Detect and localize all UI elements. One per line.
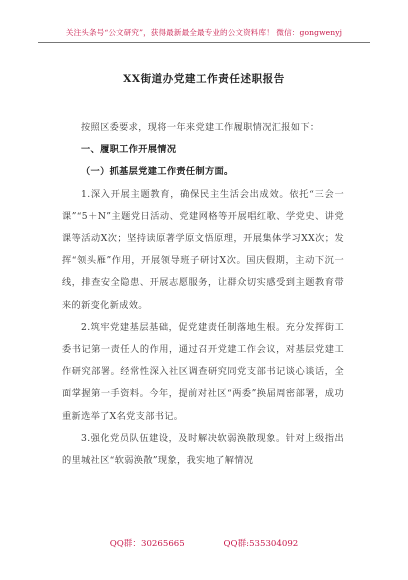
footer-qq-group-1: QQ群：30265665 [109,539,185,549]
header-divider [38,42,370,43]
body-paragraph-2: 2.筑牢党建基层基础，促党建责任制落地生根。充分发挥街工委书记第一责任人的作用，通过召开党建工作会议，对基层党建工作研究部署。经常性深入社区调查研究同党支部书记谈心谈话，全面掌握第一手资料。今年，提前对社区“两委”换届周密部署，成功重新选举了X名党支部书记。 [62,321,344,422]
section-heading: 一、履职工作开展情况 [81,144,177,156]
document-body [62,117,344,472]
footer-contacts [0,537,408,549]
document-title: XX街道办党建工作责任述职报告 [123,73,285,85]
footer-qq-group-2: QQ群:535304092 [223,539,299,549]
intro-paragraph: 按照区委要求，现将一年来党建工作履职情况汇报如下： [81,122,320,133]
header-banner: 关注头条号“公文研究”，获得最新最全最专业的公文资料库！ 微信：gongwenyj [65,28,343,37]
body-paragraph-3: 3.强化党员队伍建设，及时解决软弱涣散现象。针对上级指出的里城社区“软弱涣散”现象，我实地了解情况 [62,432,344,467]
subsection-heading: （一）抓基层党建工作责任制方面。 [81,166,234,178]
body-paragraph-1: 1.深入开展主题教育，确保民主生活会出成效。依托“三会一课”“5＋N”主题党日活动、党建网格等开展唱红歌、学党史、讲党课等活动X次；坚持读原著学原文悟原理，开展集体学习XX次；发挥“领头雁”作用，开展领导班子研讨X次。国庆假期，主动下沉一线，排查安全隐患、开展志愿服务，让群众切实感受到主题教育带来的新变化新成效。 [62,188,344,311]
